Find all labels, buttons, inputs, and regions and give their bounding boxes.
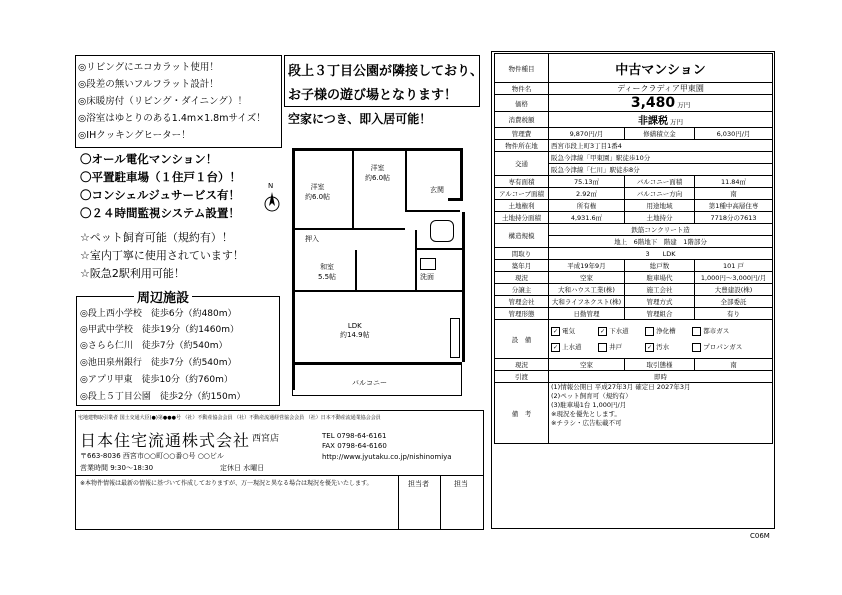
company-name: 日本住宅流通株式会社 xyxy=(80,431,251,450)
nearby-item: ◎アプリ甲東 徒歩10分（約760m） xyxy=(80,375,233,385)
doc-code: C06M xyxy=(750,532,770,540)
headline-line: お子様の遊び場となります！ xyxy=(288,88,458,103)
room-washroom: 洗面 xyxy=(420,273,434,281)
facility-checkbox: ✓ xyxy=(552,327,559,335)
nearby-item: ◎段上５丁目公園 徒歩2分（約150m） xyxy=(80,392,246,402)
room-closet: 押入 xyxy=(305,235,319,243)
facility-checkbox xyxy=(645,327,654,336)
company-branch: 西宮店 xyxy=(252,434,280,444)
price-value: 3,480 xyxy=(630,95,676,111)
nearby-title: 周辺施設 xyxy=(134,287,192,306)
feature-item: ◎リビングにエコカラット使用！ xyxy=(78,62,219,73)
facility-checkbox: ✓ xyxy=(552,343,559,351)
price-cell: 3,480 万円 xyxy=(549,95,773,112)
facility-checkbox: ✓ xyxy=(647,343,653,351)
name-value: ディークラディア甲東園 xyxy=(549,83,773,95)
room-balcony: バルコニー xyxy=(352,379,387,387)
room-entrance: 玄関 xyxy=(430,186,444,194)
company-notice: ※本物件情報は最新の情報に基づいて作成しておりますが、万一現況と異なる場合は現況を優先いたします。 xyxy=(80,480,373,487)
headline-line: 段上３丁目公園が隣接しており、 xyxy=(288,64,484,79)
company-tel: TEL 0798-64-6161 xyxy=(322,432,387,440)
handler-label: 担当者 xyxy=(408,480,429,488)
facility-checkbox xyxy=(692,327,701,336)
nearby-item: ◎甲武中学校 徒歩19分（約1460m） xyxy=(80,325,239,335)
seal-label: 担当 xyxy=(454,480,468,488)
company-holiday: 定休日 水曜日 xyxy=(220,464,265,472)
company-address: 〒663-8036 西宮市○○町○○番○号 ○○ビル xyxy=(80,452,224,460)
license-line: 宅地建物取引業者 国土交通大臣(●)第●●●号 （社）不動産協会会員 （社）不動産流通経営協会会員 （社）日本不動産流通業協会会員 xyxy=(78,415,381,421)
type-label: 物件種目 xyxy=(495,54,549,83)
spec-table: 物件種目 中古マンション 物件名 ディークラディア甲東園 価格 3,480 万円 消費税額 非課税 万円 管理費 9,870円/月 修繕積立金 6,030円/月 物件所在地 西宮市段上町3丁目1番4 交通 阪急今津線「甲東園」駅徒歩10分 阪急今津線「仁川」駅徒歩8分 専有面積 75.13㎡ バルコニー面積 11.84㎡ アルコーブ面積 2.92㎡ バルコニー方向 南 土地権利 所有権 用途地域 第1種中高層住専 土地持分面積 4,931.6㎡ 土地持分 7718分の7613 構造規模 鉄筋コンクリート造 地上 6階地下 階建 1階部分 間取り 3 LDK 築年月 平成19年9月 総戸数 101 戸 現況 空家 駐車場代 1,000円〜3,000円/月 分譲主 大和ハウス工業(株) 施工会社 大豊建設(株) 管理会社 大和ライフネクスト(株) 管理方式 全部委託 管理形態 日勤管理 管理組合 有り 設 備 ✓ 電気 ✓ 下水道 浄化槽 都市ガス ✓ 上水道 井戸 ✓ 汚水 プロパンガス 現況 空家 取引態様 南 引渡 即時 備 考 (1)情報公開日 平成27年3月 確定日 2027年3月 (2)ペット飼育可（規約有） (3)駐車場1台 1,000円/月 ※現況を優先とします。 ※チラシ・広告転載不可 xyxy=(494,53,773,444)
facility-checkbox xyxy=(692,343,701,352)
room-ldk: LDK 約14.9帖 xyxy=(340,322,370,339)
room-western1: 洋室 約6.0帖 xyxy=(305,183,331,201)
feature-item: ◎浴室はゆとりのある1.4m×1.8mサイズ！ xyxy=(78,113,266,124)
north-arrow-icon xyxy=(264,190,280,214)
highlight-item: 〇オール電化マンション！ xyxy=(80,152,218,166)
nearby-item: ◎段上西小学校 徒歩6分（約480m） xyxy=(80,309,237,319)
price-label: 価格 xyxy=(495,95,549,112)
feature-item: ◎床暖房付（リビング・ダイニング）！ xyxy=(78,96,248,107)
north-label: N xyxy=(268,182,274,190)
feature-item: ◎IHクッキングヒーター！ xyxy=(78,130,191,141)
company-hours: 営業時間 9:30〜18:30 xyxy=(80,464,154,472)
extra-item: ☆阪急2駅利用可能！ xyxy=(80,267,185,280)
tax-label: 消費税額 xyxy=(495,112,549,128)
room-japanese: 和室 5.5帖 xyxy=(318,263,337,281)
extra-item: ☆ペット飼育可能（規約有）！ xyxy=(80,231,233,244)
room-western2: 洋室 約6.0帖 xyxy=(365,164,391,182)
facility-checkbox: ✓ xyxy=(600,327,606,335)
type-value: 中古マンション xyxy=(549,54,773,83)
vacancy-note: 空家につき、即入居可能！ xyxy=(288,112,432,126)
nearby-item: ◎さらら仁川 徒歩7分（約540m） xyxy=(80,341,228,351)
nearby-item: ◎池田泉州銀行 徒歩7分（約540m） xyxy=(80,358,237,368)
tax-value: 非課税 xyxy=(637,116,668,127)
company-fax: FAX 0798-64-6160 xyxy=(322,442,387,450)
feature-item: ◎段差の無いフルフラット設計！ xyxy=(78,79,219,90)
highlight-item: 〇平置駐車場（１住戸１台）！ xyxy=(80,170,241,184)
name-label: 物件名 xyxy=(495,83,549,95)
highlight-item: 〇コンシェルジュサービス有！ xyxy=(80,188,240,202)
facility-checkbox xyxy=(598,343,607,352)
company-url: http://www.jyutaku.co.jp/nishinomiya xyxy=(322,453,452,461)
highlight-item: 〇２４時間監視システム設置！ xyxy=(80,206,240,220)
extra-item: ☆室内丁寧に使用されています！ xyxy=(80,249,244,262)
